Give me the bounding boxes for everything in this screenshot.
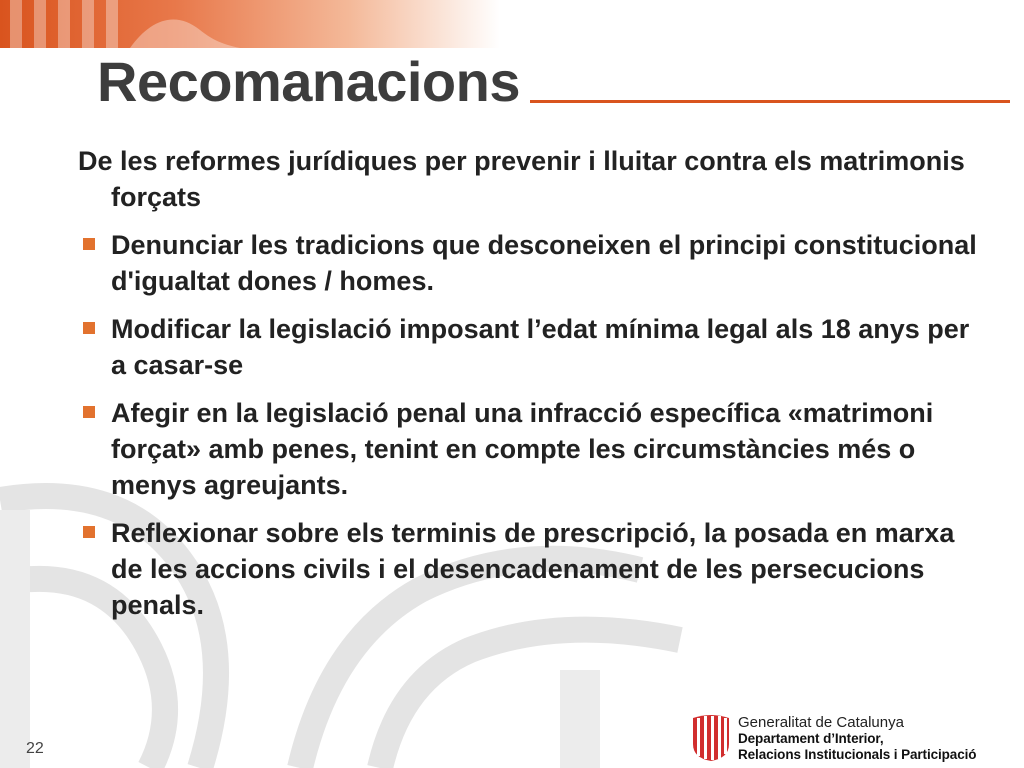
department-line-1: Departament d’Interior, [738,731,884,746]
square-bullet-icon [83,238,95,250]
page-number: 22 [26,740,44,757]
department-line-2: Relacions Institucionals i Participació [738,747,977,762]
recommendations-list [78,227,988,623]
logo-text [738,714,976,763]
header-banner [0,0,500,48]
list-item [78,227,988,299]
bullet-text: Denunciar les tradicions que desconeixen el principi constitucional d'igualtat dones / homes. [111,230,977,296]
square-bullet-icon [83,526,95,538]
list-item [78,515,988,623]
title-underline [530,100,1010,103]
bullet-text: Afegir en la legislació penal una infracció específica «matrimoni forçat» amb penes, tenint en compte les circumstàncies més o menys agreujants. [111,398,934,500]
organization-name: Generalitat de Catalunya [738,714,904,731]
list-item [78,395,988,503]
list-item [78,311,988,383]
intro-text: De les reformes jurídiques per prevenir i lluitar contra els matrimonis forçats [78,146,965,212]
bullet-text: Modificar la legislació imposant l’edat mínima legal als 18 anys per a casar-se [111,314,970,380]
square-bullet-icon [83,406,95,418]
slide-content [78,143,988,635]
generalitat-logo [690,712,1024,768]
generalitat-emblem-icon [690,714,732,762]
bullet-text: Reflexionar sobre els terminis de prescripció, la posada en marxa de les accions civils i el desencadenament de les persecucions penals. [111,518,955,620]
slide-title: Recomanacions [97,50,520,113]
square-bullet-icon [83,322,95,334]
decorative-stripes-icon [0,0,240,48]
